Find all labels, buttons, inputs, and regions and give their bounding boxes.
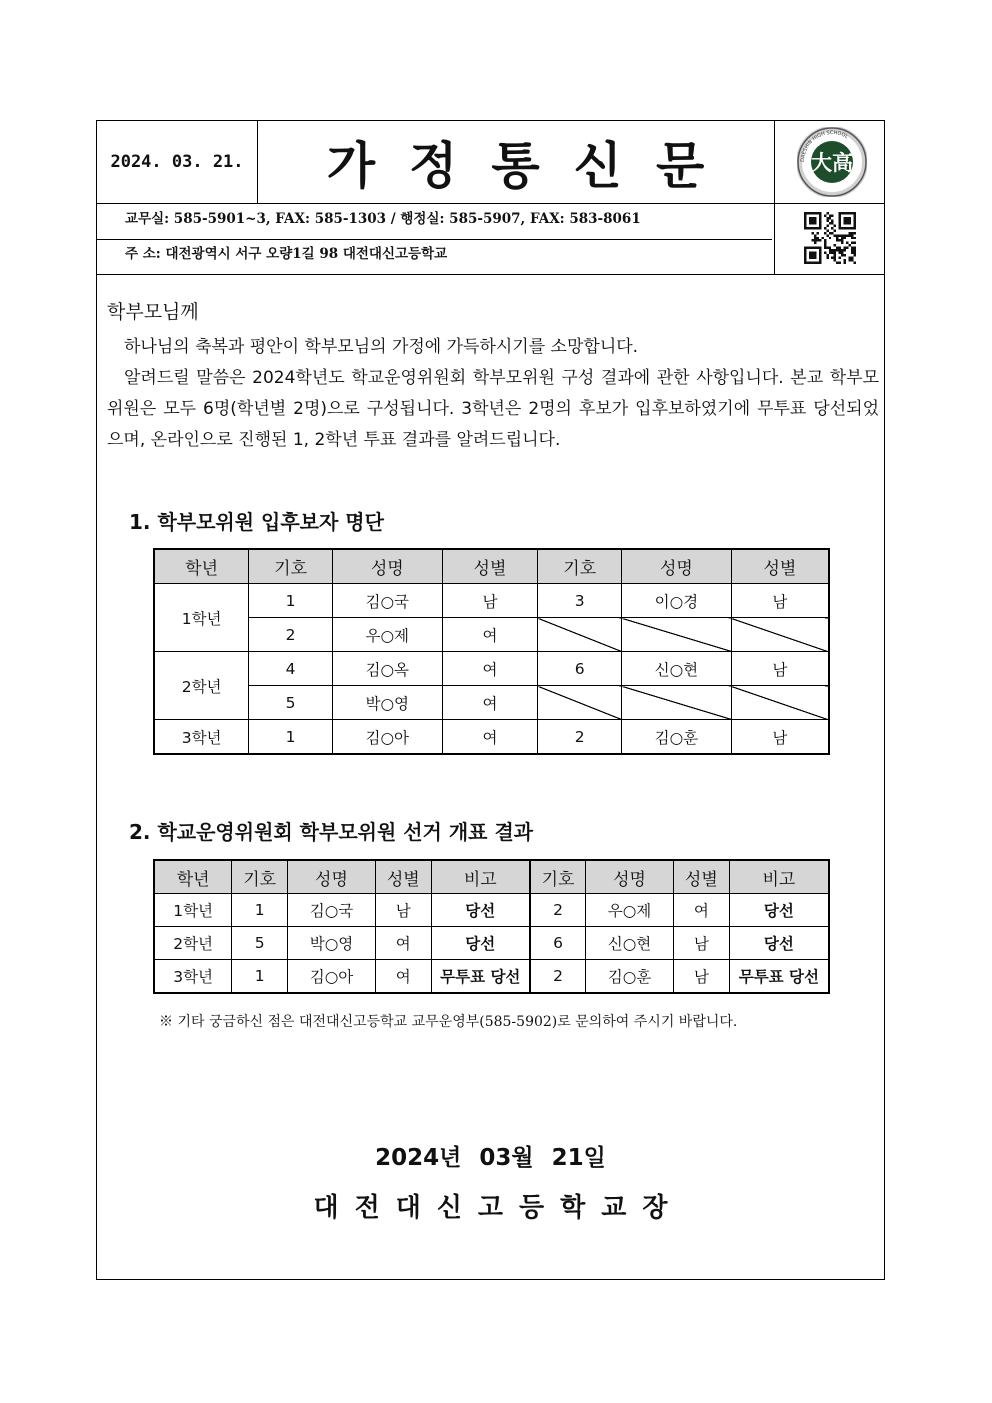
table-cell: 여 (442, 686, 538, 720)
col-header: 성명 (586, 860, 674, 894)
table-row (154, 894, 829, 927)
col-header: 기호 (538, 549, 622, 584)
table-row (154, 618, 829, 652)
table-cell: 여 (673, 894, 729, 927)
table-cell: 이○경 (622, 584, 732, 618)
table-header-row (154, 860, 829, 894)
grade-cell: 1학년 (154, 894, 232, 927)
table-cell: 우○제 (332, 618, 442, 652)
results-table (153, 859, 830, 994)
paragraph-2: 알려드릴 말씀은 2024학년도 학교운영위원회 학부모위원 구성 결과에 관한 사항입니다. 본교 학부모위원은 모두 6명(학년별 2명)으로 구성됩니다. 3학년은 2명의 후보가 입후보하였기에 무투표 당선되었으며, 온라인으로 진행된 1, 2학년 투표 결과를 알려드립니다. (107, 368, 879, 450)
section2-heading: 2. 학교운영위원회 학부모위원 선거 개표 결과 (129, 820, 534, 844)
table-cell: 김○아 (332, 720, 442, 755)
table-cell: 김○옥 (332, 652, 442, 686)
table-header-row (154, 549, 829, 584)
empty-slash-cell (622, 618, 732, 652)
table-row (154, 584, 829, 618)
table-cell: 2 (249, 618, 333, 652)
col-header: 기호 (249, 549, 333, 584)
grade-cell: 2학년 (154, 652, 249, 720)
table-cell: 남 (673, 927, 729, 960)
table-cell: 1 (232, 894, 288, 927)
grade-cell: 3학년 (154, 960, 232, 994)
col-header: 성별 (731, 549, 829, 584)
table-cell: 3 (538, 584, 622, 618)
logo-divider (774, 121, 775, 274)
col-header: 성명 (622, 549, 732, 584)
letter-body (107, 297, 879, 456)
signature-date: 2024년 03월 21일 (375, 1145, 606, 1171)
header-divider (97, 203, 884, 204)
col-header: 학년 (154, 860, 232, 894)
school-address: 주 소: 대전광역시 서구 오량1길 98 대전대신고등학교 (125, 246, 448, 262)
table-cell: 여 (375, 960, 431, 994)
col-header: 성별 (375, 860, 431, 894)
signature-name: 대전대신고등학교장 (313, 1193, 684, 1223)
table-cell: 김○국 (332, 584, 442, 618)
result-cell: 당선 (729, 927, 829, 960)
result-cell: 무투표 당선 (431, 960, 530, 994)
empty-slash-cell (538, 686, 622, 720)
col-header: 기호 (232, 860, 288, 894)
col-header: 비고 (729, 860, 829, 894)
contact-info: 교무실: 585-5901~3, FAX: 585-1303 / 행정실: 585-5907, FAX: 583-8061 (125, 211, 641, 227)
table-cell: 김○훈 (622, 720, 732, 755)
table-cell: 2 (530, 960, 586, 994)
col-header: 기호 (530, 860, 586, 894)
table-cell: 6 (530, 927, 586, 960)
contact-divider (97, 239, 772, 240)
table-cell: 신○현 (622, 652, 732, 686)
empty-slash-cell (731, 686, 829, 720)
table-cell: 6 (538, 652, 622, 686)
paragraph-1: 하나님의 축복과 평안이 학부모님의 가정에 가득하시기를 소망합니다. (124, 337, 639, 357)
result-cell: 당선 (431, 894, 530, 927)
table-cell: 남 (375, 894, 431, 927)
logo-text: 大高 (811, 150, 853, 175)
table-cell: 1 (232, 960, 288, 994)
table-row (154, 686, 829, 720)
school-logo-icon (797, 127, 867, 197)
table-cell: 박○영 (288, 927, 376, 960)
table-cell: 남 (731, 720, 829, 755)
result-cell: 당선 (729, 894, 829, 927)
col-header: 성명 (332, 549, 442, 584)
table-row (154, 720, 829, 755)
table-row (154, 960, 829, 994)
table-cell: 김○국 (288, 894, 376, 927)
grade-cell: 1학년 (154, 584, 249, 652)
table-cell: 우○제 (586, 894, 674, 927)
table-cell: 4 (249, 652, 333, 686)
table-cell: 박○영 (332, 686, 442, 720)
empty-slash-cell (538, 618, 622, 652)
table-cell: 남 (673, 960, 729, 994)
table-cell: 5 (249, 686, 333, 720)
greeting: 학부모님께 (107, 301, 199, 323)
table-cell: 남 (442, 584, 538, 618)
table-cell: 5 (232, 927, 288, 960)
grade-cell: 3학년 (154, 720, 249, 755)
col-header: 성별 (673, 860, 729, 894)
table-row (154, 652, 829, 686)
empty-slash-cell (622, 686, 732, 720)
table-cell: 2 (530, 894, 586, 927)
table-cell: 남 (731, 652, 829, 686)
page-title: 가정통신문 (326, 137, 739, 195)
table-cell: 김○아 (288, 960, 376, 994)
contact-note: ※ 기타 궁금하신 점은 대전대신고등학교 교무운영부(585-5902)로 문의하여 주시기 바랍니다. (159, 1014, 738, 1030)
table-cell: 김○훈 (586, 960, 674, 994)
table-cell: 2 (538, 720, 622, 755)
qr-code-icon[interactable] (804, 212, 856, 264)
table-row (154, 927, 829, 960)
result-cell: 당선 (431, 927, 530, 960)
col-header: 성명 (288, 860, 376, 894)
header-bottom-divider (97, 274, 884, 275)
table-cell: 여 (375, 927, 431, 960)
candidate-table (153, 548, 830, 755)
table-cell: 1 (249, 584, 333, 618)
table-cell: 남 (731, 584, 829, 618)
table-cell: 신○현 (586, 927, 674, 960)
table-cell: 여 (442, 652, 538, 686)
logo-ring-text: DAESHIN HIGH SCHOOL (799, 129, 850, 163)
issue-date: 2024. 03. 21. (110, 152, 244, 172)
letter-frame (96, 120, 885, 1280)
empty-slash-cell (731, 618, 829, 652)
table-cell: 여 (442, 720, 538, 755)
section1-heading: 1. 학부모위원 입후보자 명단 (129, 510, 384, 534)
col-header: 성별 (442, 549, 538, 584)
table-cell: 1 (249, 720, 333, 755)
col-header: 학년 (154, 549, 249, 584)
col-header: 비고 (431, 860, 530, 894)
grade-cell: 2학년 (154, 927, 232, 960)
table-cell: 여 (442, 618, 538, 652)
result-cell: 무투표 당선 (729, 960, 829, 994)
